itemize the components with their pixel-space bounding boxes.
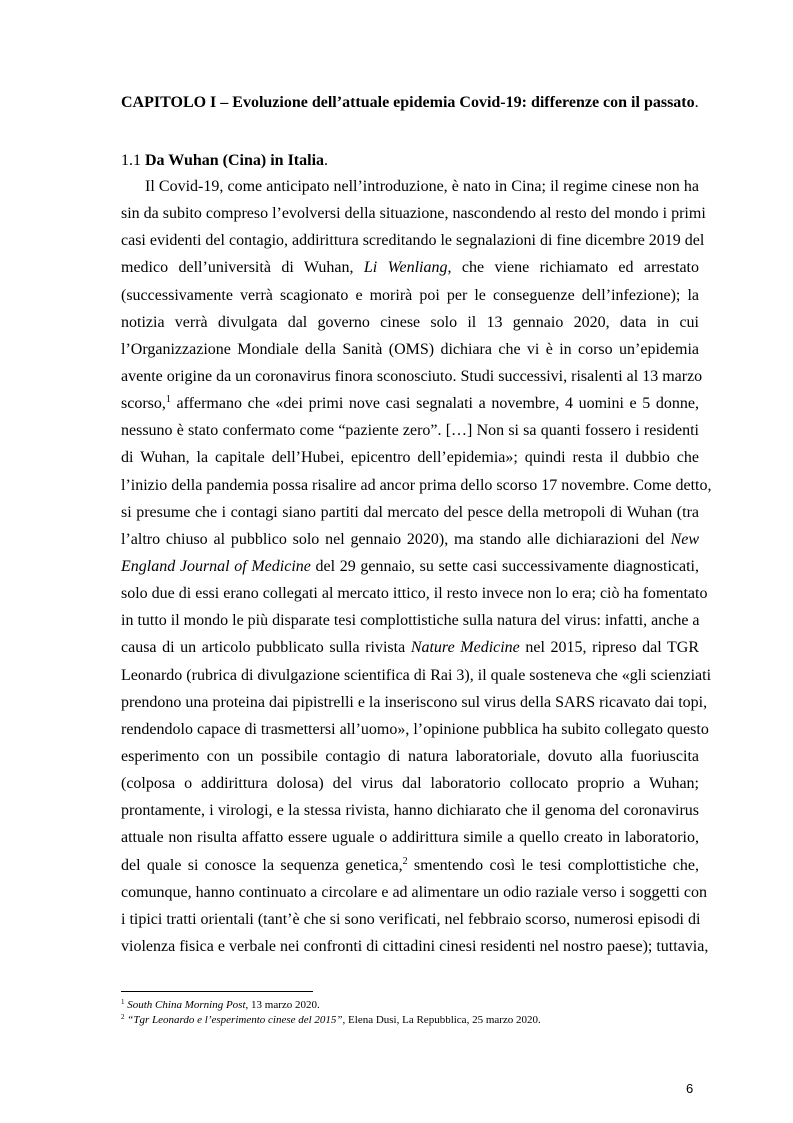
text-line: esperimento con un possibile contagio di natura laboratoriale, dovuto alla fuoriuscita (121, 747, 699, 765)
text-line: causa di un articolo pubblicato sulla rivista Nature Medicine nel 2015, ripreso dal TGR (121, 639, 700, 657)
text-line: (successivamente verrà scagionato e morirà poi per le conseguenze dell’infezione); la (121, 286, 699, 304)
text-line: i tipici tratti orientali (tant’è che si sono verificati, nel febbraio scorso, numerosi episodi di (121, 910, 701, 928)
footnote-ref-1[interactable]: 1 (165, 394, 171, 406)
text-line: medico dell’università di Wuhan, Li Wenliang, che viene richiamato ed arrestato (121, 259, 700, 277)
section-heading (121, 152, 328, 170)
chapter-heading-period: . (694, 94, 699, 111)
text-line: casi evidenti del contagio, addirittura screditando le segnalazioni di fine dicembre 2019 del (121, 232, 705, 250)
text-line: notizia verrà divulgata dal governo cinese solo il 13 gennaio 2020, data in cui (121, 313, 699, 331)
section-heading-period: . (324, 152, 329, 169)
section-number: 1.1 (121, 152, 141, 169)
text-line: prontamente, i virologi, e la stessa rivista, hanno dichiarato che il genoma del coronavirus (121, 802, 699, 820)
section-title: Da Wuhan (Cina) in Italia (145, 152, 325, 169)
footnote-separator (121, 991, 313, 992)
text-line: Leonardo (rubrica di divulgazione scientifica di Rai 3), il quale sosteneva che «gli scienziati (121, 666, 712, 684)
text-line: nessuno è stato confermato come “paziente zero”. […] Non si sa quanti fossero i residenti (121, 422, 699, 440)
text-line: sin da subito compreso l’evolversi della situazione, nascondendo al resto del mondo i primi (121, 205, 706, 223)
text-line: l’inizio della pandemia possa risalire ad ancor prima dello scorso 17 novembre. Come detto, (121, 476, 712, 494)
text-line: attuale non risulta affatto essere uguale o addirittura simile a quello creato in laboratorio, (121, 829, 699, 847)
text-line: England Journal of Medicine del 29 gennaio, su sette casi successivamente diagnosticati, (121, 557, 700, 575)
text-line: prendono una proteina dai pipistrelli e la inseriscono sul virus della SARS ricavato dai topi, (121, 693, 708, 711)
journal-name-italic: New (670, 530, 700, 548)
text-line: si presume che i contagi siano partiti dal mercato del pesce della metropoli di Wuhan (tra (121, 503, 699, 521)
text-line: comunque, hanno continuato a circolare e ad alimentare un odio raziale verso i soggetti con (121, 883, 707, 901)
journal-name-italic: Nature Medicine (410, 639, 520, 657)
text-line: l’altro chiuso al pubblico solo nel gennaio 2020), ma stando alle dichiarazioni del New (121, 530, 700, 548)
text-line: in tutto il mondo le più disparate tesi complottistiche sulla natura del virus: infatti, anche a (121, 612, 700, 630)
body-paragraph (121, 173, 712, 960)
text-line: solo due di essi erano collegati al mercato ittico, il resto invece non lo era; ciò ha fomentato (121, 585, 708, 603)
journal-name-italic: England Journal of Medicine (121, 557, 311, 575)
text-line: Il Covid-19, come anticipato nell’introduzione, è nato in Cina; il regime cinese non ha (145, 178, 699, 195)
text-line: rendendolo capace di trasmettersi all’uomo», l’opinione pubblica ha subito collegato questo (121, 720, 709, 738)
text-line: del quale si conosce la sequenza genetica,$^2$ smentendo così le tesi complottistiche che, (121, 855, 699, 874)
chapter-heading (121, 94, 701, 112)
footnotes (121, 998, 721, 1028)
text-line: scorso,$^1$ affermano che «dei primi nove casi segnalati a novembre, 4 uomini e 5 donne, (121, 394, 699, 413)
text-line: l’Organizzazione Mondiale della Sanità (OMS) dichiara che vi è in corso un’epidemia (121, 340, 699, 358)
text-line: di Wuhan, la capitale dell’Hubei, epicentro dell’epidemia»; quindi resta il dubbio che (121, 449, 699, 467)
footnote-1: $^1$ South China Morning Post, 13 marzo 2020. (121, 998, 320, 1011)
person-name-italic: Li Wenliang (363, 259, 448, 277)
footnote-2: $^2$ “Tgr Leonardo e l’esperimento cinese del 2015”, Elena Dusi, La Repubblica, 25 marzo 2020. (121, 1013, 541, 1026)
page-number: 6 (686, 1081, 694, 1096)
text-line: avente origine da un coronavirus finora sconosciuto. Studi successivi, risalenti al 13 marzo (121, 367, 703, 385)
chapter-title: CAPITOLO I – Evoluzione dell’attuale epidemia Covid-19: differenze con il passato (121, 94, 695, 111)
text-line: (colposa o addirittura dolosa) del virus dal laboratorio collocato proprio a Wuhan; (121, 775, 699, 793)
footnote-ref-2[interactable]: 2 (402, 855, 408, 867)
text-line: violenza fisica e verbale nei confronti di cittadini cinesi residenti nel nostro paese); tuttavia, (121, 937, 709, 955)
